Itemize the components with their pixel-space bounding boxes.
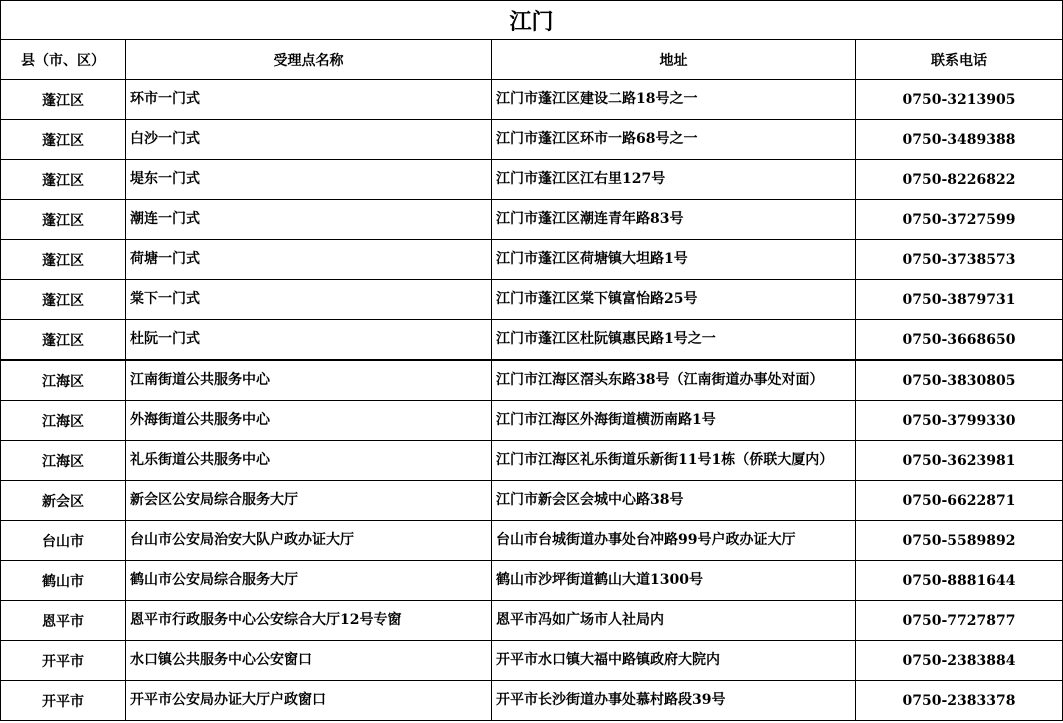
address-cell: 鹤山市沙坪街道鹤山大道1300号 — [492, 561, 856, 601]
header-name: 受理点名称 — [126, 40, 492, 80]
phone-cell: 0750-2383884 — [856, 641, 1063, 681]
address-cell: 江门市蓬江区环市一路68号之一 — [492, 120, 856, 160]
service-point-name-cell: 堤东一门式 — [126, 160, 492, 200]
county-cell: 江海区 — [1, 360, 126, 401]
phone-cell: 0750-3738573 — [856, 240, 1063, 280]
phone-cell: 0750-3668650 — [856, 320, 1063, 361]
service-point-name-cell: 潮连一门式 — [126, 200, 492, 240]
phone-cell: 0750-7727877 — [856, 601, 1063, 641]
service-point-name-cell: 开平市公安局办证大厅户政窗口 — [126, 681, 492, 721]
header-county: 县（市、区） — [1, 40, 126, 80]
table-row — [1, 481, 1063, 521]
county-cell: 鹤山市 — [1, 561, 126, 601]
county-cell: 开平市 — [1, 681, 126, 721]
service-point-name-cell: 环市一门式 — [126, 80, 492, 120]
header-row — [1, 40, 1063, 80]
table-row — [1, 561, 1063, 601]
county-cell: 开平市 — [1, 641, 126, 681]
table-row — [1, 280, 1063, 320]
address-cell: 江门市新会区会城中心路38号 — [492, 481, 856, 521]
county-cell: 蓬江区 — [1, 120, 126, 160]
table-row — [1, 441, 1063, 481]
title-row — [1, 1, 1063, 40]
table-row — [1, 601, 1063, 641]
address-cell: 江门市蓬江区杜阮镇惠民路1号之一 — [492, 320, 856, 361]
table-row — [1, 120, 1063, 160]
service-point-name-cell: 恩平市行政服务中心公安综合大厅12号专窗 — [126, 601, 492, 641]
county-cell: 蓬江区 — [1, 280, 126, 320]
service-point-name-cell: 外海街道公共服务中心 — [126, 401, 492, 441]
phone-cell: 0750-3213905 — [856, 80, 1063, 120]
phone-cell: 0750-3799330 — [856, 401, 1063, 441]
county-cell: 江海区 — [1, 401, 126, 441]
service-point-name-cell: 礼乐街道公共服务中心 — [126, 441, 492, 481]
phone-cell: 0750-3727599 — [856, 200, 1063, 240]
table-row — [1, 521, 1063, 561]
address-cell: 江门市江海区外海街道横沥南路1号 — [492, 401, 856, 441]
service-point-name-cell: 鹤山市公安局综合服务大厅 — [126, 561, 492, 601]
county-cell: 恩平市 — [1, 601, 126, 641]
service-point-name-cell: 江南街道公共服务中心 — [126, 360, 492, 401]
table-row — [1, 200, 1063, 240]
address-cell: 江门市蓬江区江右里127号 — [492, 160, 856, 200]
phone-cell: 0750-5589892 — [856, 521, 1063, 561]
address-cell: 江门市蓬江区棠下镇富怡路25号 — [492, 280, 856, 320]
table-row — [1, 80, 1063, 120]
table-row — [1, 401, 1063, 441]
table-title: 江门 — [1, 1, 1063, 40]
county-cell: 江海区 — [1, 441, 126, 481]
table-row — [1, 641, 1063, 681]
service-point-name-cell: 水口镇公共服务中心公安窗口 — [126, 641, 492, 681]
header-address: 地址 — [492, 40, 856, 80]
county-cell: 蓬江区 — [1, 200, 126, 240]
address-cell: 恩平市冯如广场市人社局内 — [492, 601, 856, 641]
address-cell: 开平市水口镇大福中路镇政府大院内 — [492, 641, 856, 681]
address-cell: 江门市江海区礼乐街道乐新街11号1栋（侨联大厦内） — [492, 441, 856, 481]
address-cell: 台山市台城街道办事处台冲路99号户政办证大厅 — [492, 521, 856, 561]
service-point-name-cell: 棠下一门式 — [126, 280, 492, 320]
service-point-name-cell: 白沙一门式 — [126, 120, 492, 160]
county-cell: 台山市 — [1, 521, 126, 561]
phone-cell: 0750-3879731 — [856, 280, 1063, 320]
address-cell: 江门市蓬江区潮连青年路83号 — [492, 200, 856, 240]
county-cell: 蓬江区 — [1, 160, 126, 200]
county-cell: 蓬江区 — [1, 240, 126, 280]
service-point-name-cell: 台山市公安局治安大队户政办证大厅 — [126, 521, 492, 561]
phone-cell: 0750-8881644 — [856, 561, 1063, 601]
table-row — [1, 360, 1063, 401]
service-point-name-cell: 新会区公安局综合服务大厅 — [126, 481, 492, 521]
address-cell: 江门市江海区滘头东路38号（江南街道办事处对面） — [492, 360, 856, 401]
table-row — [1, 240, 1063, 280]
phone-cell: 0750-3489388 — [856, 120, 1063, 160]
table-row — [1, 320, 1063, 361]
phone-cell: 0750-3830805 — [856, 360, 1063, 401]
county-cell: 新会区 — [1, 481, 126, 521]
table-body — [1, 80, 1063, 721]
header-phone: 联系电话 — [856, 40, 1063, 80]
address-cell: 开平市长沙街道办事处慕村路段39号 — [492, 681, 856, 721]
service-point-name-cell: 荷塘一门式 — [126, 240, 492, 280]
phone-cell: 0750-8226822 — [856, 160, 1063, 200]
county-cell: 蓬江区 — [1, 320, 126, 361]
service-point-name-cell: 杜阮一门式 — [126, 320, 492, 361]
address-cell: 江门市蓬江区建设二路18号之一 — [492, 80, 856, 120]
phone-cell: 0750-6622871 — [856, 481, 1063, 521]
phone-cell: 0750-3623981 — [856, 441, 1063, 481]
table-row — [1, 681, 1063, 721]
table-row — [1, 160, 1063, 200]
address-cell: 江门市蓬江区荷塘镇大坦路1号 — [492, 240, 856, 280]
phone-cell: 0750-2383378 — [856, 681, 1063, 721]
county-cell: 蓬江区 — [1, 80, 126, 120]
